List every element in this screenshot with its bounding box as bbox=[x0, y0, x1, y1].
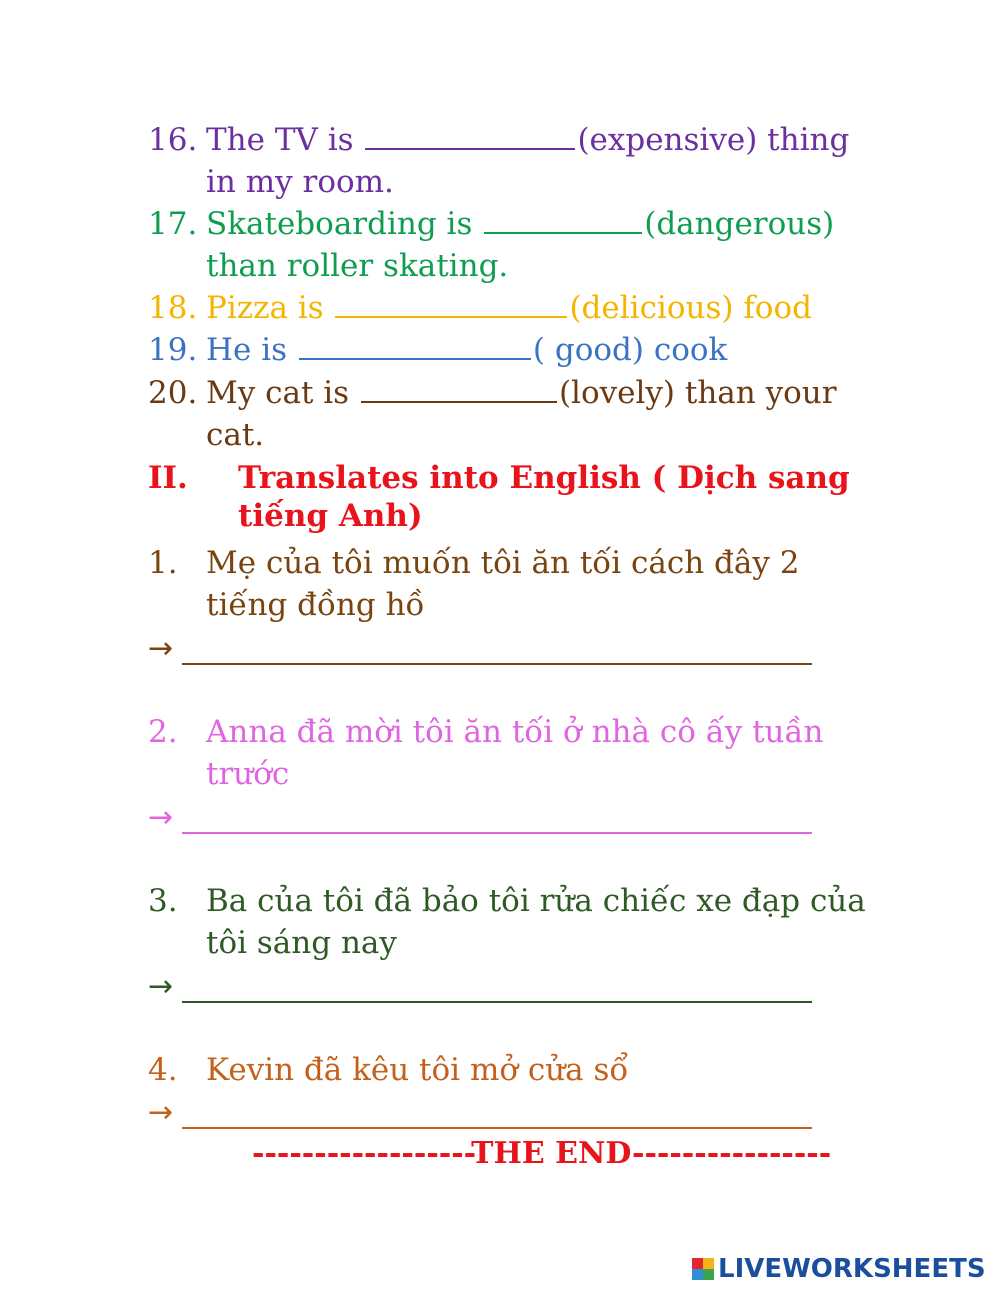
exercise-number: 16. bbox=[148, 122, 198, 158]
translation-text-line1: Mẹ của tôi muốn tôi ăn tối cách đây 2 bbox=[206, 545, 800, 581]
exercise-text-line2: cat. bbox=[206, 417, 265, 453]
translation-text-line2: tiếng đồng hồ bbox=[206, 587, 425, 623]
exercise-number: 17. bbox=[148, 206, 198, 242]
exercise-text-before: Pizza is bbox=[206, 290, 334, 326]
exercise-number: 20. bbox=[148, 375, 198, 411]
answer-line-3[interactable] bbox=[148, 967, 818, 1007]
exercise-text-after: ( good) cook bbox=[532, 332, 728, 368]
section-title-line2: tiếng Anh) bbox=[238, 498, 423, 534]
exercise-text-line2: in my room. bbox=[206, 164, 394, 200]
answer-blank[interactable] bbox=[361, 373, 557, 403]
arrow-right-icon: → bbox=[148, 1095, 174, 1130]
exercise-text-after: (lovely) than your bbox=[558, 375, 837, 411]
answer-underline bbox=[182, 1127, 812, 1129]
exercise-text-before: My cat is bbox=[206, 375, 359, 411]
answer-line-2[interactable] bbox=[148, 798, 818, 838]
exercise-text-before: He is bbox=[206, 332, 297, 368]
exercise-text-before: Skateboarding is bbox=[206, 206, 483, 242]
arrow-right-icon: → bbox=[148, 631, 174, 666]
answer-line-1[interactable] bbox=[148, 629, 818, 669]
exercise-text-after: (expensive) thing bbox=[577, 122, 850, 158]
answer-blank[interactable] bbox=[484, 204, 642, 234]
arrow-right-icon: → bbox=[148, 800, 174, 835]
exercise-text-after: (delicious) food bbox=[569, 290, 812, 326]
liveworksheets-brand bbox=[692, 1253, 986, 1285]
exercise-text-before: The TV is bbox=[206, 122, 364, 158]
answer-blank[interactable] bbox=[365, 120, 575, 150]
translation-text-line2: tôi sáng nay bbox=[206, 925, 397, 961]
exercise-text-after: (dangerous) bbox=[644, 206, 835, 242]
translation-text-line1: Kevin đã kêu tôi mở cửa sổ bbox=[206, 1052, 629, 1088]
answer-underline bbox=[182, 663, 812, 665]
exercise-number: 19. bbox=[148, 332, 198, 368]
answer-blank[interactable] bbox=[335, 288, 567, 318]
brand-name: LIVEWORKSHEETS bbox=[718, 1254, 986, 1284]
translation-text-line1: Anna đã mời tôi ăn tối ở nhà cô ấy tuần bbox=[206, 714, 824, 750]
translation-number: 1. bbox=[148, 545, 178, 581]
answer-underline bbox=[182, 1001, 812, 1003]
answer-underline bbox=[182, 832, 812, 834]
the-end-text: ------------------THE END---------------- bbox=[252, 1136, 832, 1171]
exercise-text-line2: than roller skating. bbox=[206, 248, 509, 284]
liveworksheets-logo-icon bbox=[692, 1258, 714, 1280]
exercise-number: 18. bbox=[148, 290, 198, 326]
translation-number: 3. bbox=[148, 883, 178, 919]
translation-number: 2. bbox=[148, 714, 178, 750]
arrow-right-icon: → bbox=[148, 969, 174, 1004]
translation-text-line2: trước bbox=[206, 756, 290, 792]
section-title-line1: Translates into English ( Dịch sang bbox=[238, 460, 850, 496]
translation-text-line1: Ba của tôi đã bảo tôi rửa chiếc xe đạp của bbox=[206, 883, 866, 919]
translation-number: 4. bbox=[148, 1052, 178, 1088]
section-number: II. bbox=[148, 460, 188, 496]
answer-line-4[interactable] bbox=[148, 1093, 818, 1133]
answer-blank[interactable] bbox=[299, 330, 531, 360]
